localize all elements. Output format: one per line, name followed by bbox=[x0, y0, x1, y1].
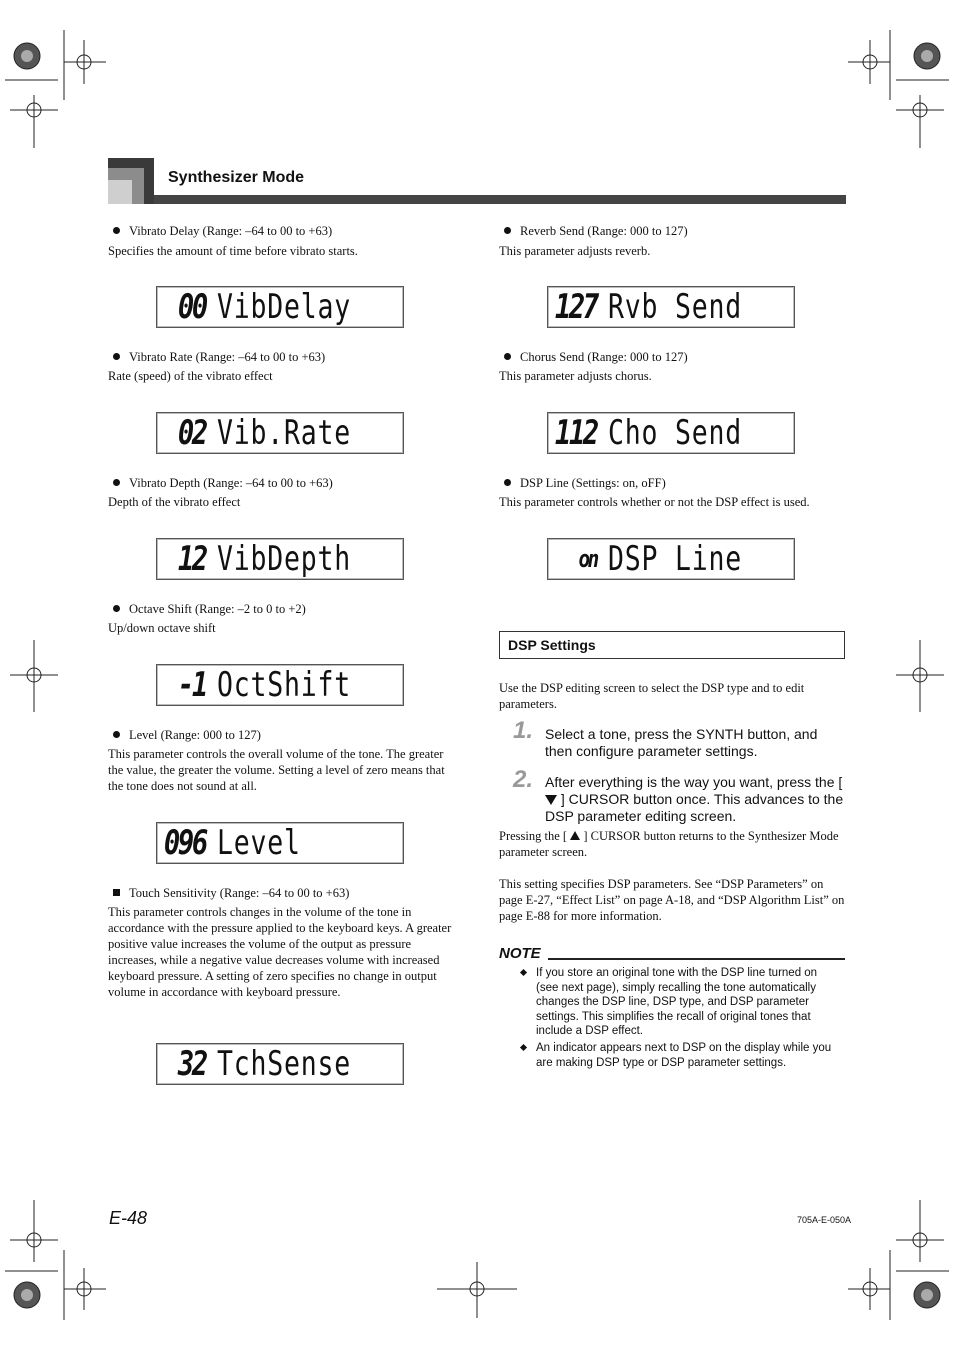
chorus-send-desc: This parameter adjusts chorus. bbox=[499, 369, 652, 383]
step-2-text: After everything is the way you want, press the [ ] CURSOR button once. This advances to the DSP parameter editing screen. bbox=[545, 774, 844, 824]
reverb-send-bullet: Reverb Send (Range: 000 to 127) bbox=[504, 223, 688, 239]
vibrato-rate-desc: Rate (speed) of the vibrato effect bbox=[108, 369, 273, 383]
pressing-cursor-up-note: Pressing the [ ] CURSOR button returns to the Synthesizer Mode parameter screen. bbox=[499, 829, 839, 859]
touch-sensitivity-desc: This parameter controls changes in the volume of the tone in accordance with the pressure applied to the keyboard keys. A greater positive value increases the volume of the output as pressure increases, while a negative value decreases volume with increased keyboard pressure. A setting of zero specifies no change in output volume in accordance with keyboard pressure. bbox=[108, 905, 452, 999]
touch-sensitivity-bullet: Touch Sensitivity (Range: –64 to 00 to +63) bbox=[113, 885, 349, 901]
dsp-line-desc: This parameter controls whether or not the DSP effect is used. bbox=[499, 495, 810, 509]
note-item-1: If you store an original tone with the DSP line turned on (see next page), simply recalling the tone automatically changes the DSP line, DSP type, and DSP parameter settings. This simplifies the recall of original tones that include a DSP effect. bbox=[536, 966, 836, 1039]
lcd-chorus-send: 112 Cho Send bbox=[547, 412, 795, 454]
lcd-vibrato-depth: 12 VibDepth bbox=[156, 538, 404, 580]
level-desc: This parameter controls the overall volume of the tone. The greater the value, the greater the volume. Setting a level of zero means that the tone does not sound at all. bbox=[108, 747, 445, 793]
lcd-level: 096 Level bbox=[156, 822, 404, 864]
step-1-number: 1. bbox=[513, 717, 534, 744]
page-number: E-48 bbox=[109, 1208, 148, 1228]
dsp-line-bullet: DSP Line (Settings: on, oFF) bbox=[504, 475, 666, 491]
vibrato-depth-desc: Depth of the vibrato effect bbox=[108, 495, 241, 509]
reverb-send-desc: This parameter adjusts reverb. bbox=[499, 244, 651, 258]
lcd-vibrato-rate: 02 Vib.Rate bbox=[156, 412, 404, 454]
section-title: Synthesizer Mode bbox=[168, 169, 305, 186]
cursor-down-icon bbox=[545, 795, 557, 805]
step-2-number: 2. bbox=[513, 766, 534, 793]
octave-shift-desc: Up/down octave shift bbox=[108, 621, 216, 635]
chorus-send-bullet: Chorus Send (Range: 000 to 127) bbox=[504, 349, 688, 365]
octave-shift-bullet: Octave Shift (Range: –2 to 0 to +2) bbox=[113, 601, 306, 617]
step-1-text: Select a tone, press the SYNTH button, and then configure parameter settings. bbox=[545, 726, 818, 759]
note-divider bbox=[548, 958, 845, 960]
dsp-info: This setting specifies DSP parameters. See “DSP Parameters” on page E-27, “Effect List” on page A-18, and “DSP Algorithm List” on page E-88 for more information. bbox=[499, 877, 845, 923]
level-bullet: Level (Range: 000 to 127) bbox=[113, 727, 261, 743]
vibrato-delay-bullet: Vibrato Delay (Range: –64 to 00 to +63) bbox=[113, 223, 332, 239]
cursor-up-icon bbox=[570, 831, 580, 840]
lcd-octave-shift: -1 OctShift bbox=[156, 664, 404, 706]
document-code: 705A-E-050A bbox=[797, 1215, 852, 1225]
lcd-touch-sensitivity: 32 TchSense bbox=[156, 1043, 404, 1085]
lcd-vibrato-delay: 00 VibDelay bbox=[156, 286, 404, 328]
header-decoration-light bbox=[108, 180, 132, 204]
dsp-settings-title: DSP Settings bbox=[508, 637, 596, 653]
header-bar bbox=[154, 195, 846, 204]
note-heading: NOTE bbox=[499, 945, 541, 962]
note-item-2: An indicator appears next to DSP on the display while you are making DSP type or DSP parameter settings. bbox=[536, 1041, 846, 1070]
lcd-reverb-send: 127 Rvb Send bbox=[547, 286, 795, 328]
vibrato-delay-desc: Specifies the amount of time before vibrato starts. bbox=[108, 244, 358, 258]
vibrato-rate-bullet: Vibrato Rate (Range: –64 to 00 to +63) bbox=[113, 349, 325, 365]
lcd-dsp-line: on DSP Line bbox=[547, 538, 795, 580]
vibrato-depth-bullet: Vibrato Depth (Range: –64 to 00 to +63) bbox=[113, 475, 333, 491]
dsp-settings-intro: Use the DSP editing screen to select the DSP type and to edit parameters. bbox=[499, 681, 805, 711]
